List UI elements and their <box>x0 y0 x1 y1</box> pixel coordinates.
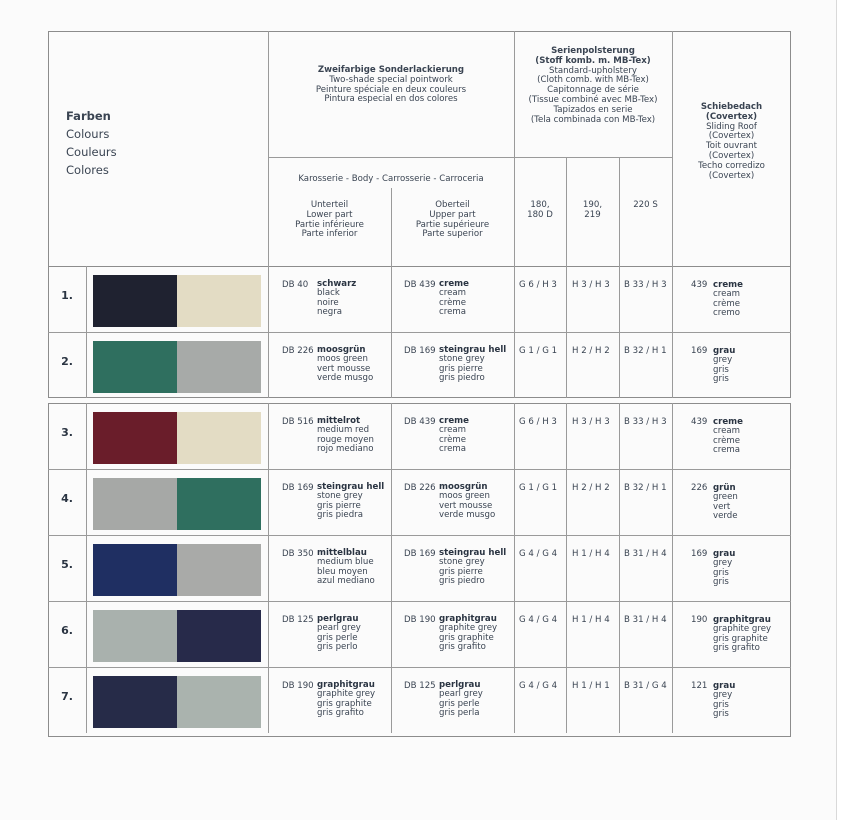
color-name-translation: gris piedro <box>439 575 485 586</box>
color-name-translation: pearl grey <box>439 689 483 700</box>
color-name-translation: green <box>713 492 738 503</box>
upholstery-code: H 2 / H 2 <box>572 346 610 356</box>
swatch-lower-color <box>93 544 177 596</box>
upholstery-code: H 1 / H 4 <box>572 615 610 625</box>
color-name-translation: gris <box>713 567 729 578</box>
swatch-upper-color <box>177 610 261 662</box>
color-name-translation: grey <box>713 690 733 701</box>
lower-paint-code: DB 226 <box>282 346 314 356</box>
colours-label: Farben Colours Couleurs Colores <box>66 109 117 177</box>
color-name-primary: steingrau hell <box>317 482 385 492</box>
upholstery-code: G 4 / G 4 <box>519 549 558 559</box>
roof-color-names <box>713 418 743 455</box>
color-name-translation: crema <box>439 306 466 317</box>
upholstery-code: G 6 / H 3 <box>519 280 557 290</box>
color-name-translation: bleu moyen <box>317 566 368 577</box>
color-name-primary: creme <box>439 279 469 289</box>
upholstery-code: G 4 / G 4 <box>519 615 558 625</box>
upholstery-code: B 31 / H 4 <box>624 549 667 559</box>
swatch-lower-color <box>93 275 177 327</box>
roof-code: 169 <box>691 549 708 559</box>
upper-paint-code: DB 190 <box>404 615 436 625</box>
color-name-primary: grün <box>713 483 736 493</box>
upper-part-heading: Oberteil Upper part Partie supérieure Parte superior <box>415 200 490 240</box>
row-number: 1. <box>61 289 73 302</box>
upper-paint-code: DB 169 <box>404 549 436 559</box>
color-name-translation: rouge moyen <box>317 434 374 445</box>
color-name-translation: stone grey <box>439 354 485 365</box>
roof-code: 439 <box>691 417 708 427</box>
color-name-translation: medium red <box>317 425 370 436</box>
swatch-upper-color <box>177 341 261 393</box>
color-name-translation: gris piedra <box>317 509 363 520</box>
swatch-upper-color <box>177 275 261 327</box>
upholstery-code: B 33 / H 3 <box>624 280 667 290</box>
color-name-translation: gris grafito <box>439 641 486 652</box>
color-name-primary: graphitgrau <box>713 615 771 625</box>
color-name-primary: graphitgrau <box>317 680 375 690</box>
color-name-translation: medium blue <box>317 557 374 568</box>
color-name-translation: vert <box>713 501 731 512</box>
color-name-translation: gris <box>713 576 729 587</box>
roof-code: 121 <box>691 681 708 691</box>
roof-code: 226 <box>691 483 708 493</box>
lower-paint-code: DB 169 <box>282 483 314 493</box>
color-name-translation: crème <box>713 298 741 309</box>
upper-paint-code: DB 226 <box>404 483 436 493</box>
color-name-translation: verde musgo <box>317 372 374 383</box>
color-name-primary: steingrau hell <box>439 345 507 355</box>
lower-paint-code: DB 125 <box>282 615 314 625</box>
swatch-lower-color <box>93 412 177 464</box>
upholstery-code: G 1 / G 1 <box>519 346 558 356</box>
color-name-primary: creme <box>439 416 469 426</box>
upholstery-code: B 32 / H 1 <box>624 483 667 493</box>
color-name-translation: rojo mediano <box>317 443 374 454</box>
upholstery-code: H 2 / H 2 <box>572 483 610 493</box>
swatch-upper-color <box>177 676 261 728</box>
color-name-translation: verde musgo <box>439 509 496 520</box>
two-shade-heading: Zweifarbige Sonderlackierung Two-shade special pointwork Peinture spéciale en deux couleurs Pintura especial en dos colores <box>315 65 467 105</box>
color-name-primary: moosgrün <box>317 345 366 355</box>
color-name-translation: graphite grey <box>439 623 498 634</box>
row-number: 2. <box>61 355 73 368</box>
color-name-primary: moosgrün <box>439 482 488 492</box>
color-name-primary: grau <box>713 549 736 559</box>
swatch-lower-color <box>93 341 177 393</box>
lower-color-names <box>317 549 375 586</box>
color-name-translation: stone grey <box>439 557 485 568</box>
color-name-translation: verde <box>713 510 738 521</box>
upholstery-code: H 3 / H 3 <box>572 280 610 290</box>
color-name-primary: grau <box>713 681 736 691</box>
color-name-translation: gris <box>713 699 729 710</box>
color-name-translation: gris pierre <box>317 500 361 511</box>
color-name-translation: azul mediano <box>317 575 375 586</box>
upholstery-code: H 3 / H 3 <box>572 417 610 427</box>
color-name-translation: gris grafito <box>713 642 760 653</box>
upholstery-code: H 1 / H 4 <box>572 549 610 559</box>
color-name-translation: gris grafito <box>317 707 364 718</box>
roof-color-names <box>713 550 735 587</box>
color-name-primary: schwarz <box>317 279 357 289</box>
color-name-translation: noire <box>317 297 339 308</box>
lower-paint-code: DB 350 <box>282 549 314 559</box>
color-name-primary: steingrau hell <box>439 548 507 558</box>
swatch-upper-color <box>177 412 261 464</box>
color-name-primary: mittelblau <box>317 548 367 558</box>
upholstery-code: G 1 / G 1 <box>519 483 558 493</box>
color-name-translation: moos green <box>439 491 490 502</box>
swatch-upper-color <box>177 544 261 596</box>
color-name-translation: negra <box>317 306 342 317</box>
color-name-primary: graphitgrau <box>439 614 497 624</box>
upper-paint-code: DB 439 <box>404 280 436 290</box>
roof-color-names <box>713 484 738 521</box>
color-name-translation: graphite grey <box>317 689 376 700</box>
color-name-translation: pearl grey <box>317 623 361 634</box>
color-name-translation: gris <box>713 373 729 384</box>
upholstery-code: B 33 / H 3 <box>624 417 667 427</box>
roof-code: 169 <box>691 346 708 356</box>
page-edge <box>836 0 864 820</box>
upholstery-code: G 4 / G 4 <box>519 681 558 691</box>
swatch-upper-color <box>177 478 261 530</box>
roof-color-names <box>713 616 771 653</box>
upper-color-names <box>439 346 506 383</box>
upholstery-code: B 31 / H 4 <box>624 615 667 625</box>
roof-color-names <box>713 281 743 318</box>
color-name-translation: gris graphite <box>317 698 372 709</box>
lower-color-names <box>317 346 373 383</box>
color-name-primary: grau <box>713 346 736 356</box>
roof-color-names <box>713 347 735 384</box>
swatch-lower-color <box>93 610 177 662</box>
color-name-translation: crema <box>439 443 466 454</box>
model-heading-220s: 220 S <box>633 200 658 210</box>
color-name-translation: crema <box>713 444 740 455</box>
color-name-translation: gris pierre <box>439 363 483 374</box>
row-number: 7. <box>61 690 73 703</box>
upholstery-heading: Serienpolsterung (Stoff komb. m. MB-Tex) Standard-upholstery (Cloth comb. with MB-Tex) Capitonnage de série (Tissue combiné avec MB-Tex) Tapizados en serie (Tela combinada con MB-Tex) <box>528 46 658 125</box>
color-name-translation: gris perle <box>439 698 480 709</box>
swatch-lower-color <box>93 676 177 728</box>
color-name-translation: graphite grey <box>713 624 772 635</box>
upper-color-names <box>439 549 506 586</box>
color-name-translation: gris perle <box>317 632 358 643</box>
model-heading-190: 190, 219 <box>582 200 603 220</box>
row-number: 3. <box>61 426 73 439</box>
lower-color-names <box>317 417 374 454</box>
lower-part-heading: Unterteil Lower part Partie inférieure Parte inferior <box>295 200 364 240</box>
upper-color-names <box>439 681 483 718</box>
sliding-roof-heading: Schiebedach (Covertex) Sliding Roof (Covertex) Toit ouvrant (Covertex) Techo corredizo (Covertex) <box>698 102 765 181</box>
upper-paint-code: DB 169 <box>404 346 436 356</box>
lower-paint-code: DB 190 <box>282 681 314 691</box>
color-name-translation: vert mousse <box>439 500 493 511</box>
color-name-translation: cremo <box>713 307 740 318</box>
roof-color-names <box>713 682 735 719</box>
color-name-translation: gris <box>713 708 729 719</box>
color-name-translation: black <box>317 288 340 299</box>
color-name-translation: stone grey <box>317 491 363 502</box>
row-number: 5. <box>61 558 73 571</box>
row-number: 6. <box>61 624 73 637</box>
color-name-primary: creme <box>713 280 743 290</box>
row-number: 4. <box>61 492 73 505</box>
color-name-translation: crème <box>713 435 741 446</box>
color-name-primary: creme <box>713 417 743 427</box>
upper-paint-code: DB 439 <box>404 417 436 427</box>
color-name-translation: gris perlo <box>317 641 358 652</box>
upper-color-names <box>439 417 469 454</box>
color-name-translation: gris perla <box>439 707 480 718</box>
color-name-translation: gris piedro <box>439 372 485 383</box>
color-name-translation: vert mousse <box>317 363 371 374</box>
color-name-translation: cream <box>713 289 740 300</box>
color-name-translation: grey <box>713 558 733 569</box>
upper-color-names <box>439 483 495 520</box>
upholstery-code: B 32 / H 1 <box>624 346 667 356</box>
color-name-translation: crème <box>439 297 467 308</box>
lower-color-names <box>317 681 375 718</box>
color-name-translation: cream <box>439 288 466 299</box>
upper-color-names <box>439 615 497 652</box>
color-name-primary: perlgrau <box>439 680 481 690</box>
upper-color-names <box>439 280 469 317</box>
color-name-primary: perlgrau <box>317 614 359 624</box>
upholstery-code: G 6 / H 3 <box>519 417 557 427</box>
color-name-translation: moos green <box>317 354 368 365</box>
body-heading: Karosserie - Body - Carrosserie - Carroceria <box>298 174 484 184</box>
color-name-translation: cream <box>713 426 740 437</box>
model-heading-180: 180, 180 D <box>527 200 553 220</box>
color-name-translation: gris graphite <box>713 633 768 644</box>
color-name-primary: mittelrot <box>317 416 361 426</box>
upholstery-code: B 31 / G 4 <box>624 681 667 691</box>
lower-color-names <box>317 615 361 652</box>
color-name-translation: gris pierre <box>439 566 483 577</box>
color-name-translation: cream <box>439 425 466 436</box>
roof-code: 190 <box>691 615 708 625</box>
upholstery-code: H 1 / H 1 <box>572 681 610 691</box>
lower-color-names <box>317 280 356 317</box>
color-name-translation: gris <box>713 364 729 375</box>
lower-paint-code: DB 516 <box>282 417 314 427</box>
color-name-translation: grey <box>713 355 733 366</box>
roof-code: 439 <box>691 280 708 290</box>
color-name-translation: crème <box>439 434 467 445</box>
swatch-lower-color <box>93 478 177 530</box>
lower-color-names <box>317 483 384 520</box>
lower-paint-code: DB 40 <box>282 280 309 290</box>
color-name-translation: gris graphite <box>439 632 494 643</box>
upper-paint-code: DB 125 <box>404 681 436 691</box>
